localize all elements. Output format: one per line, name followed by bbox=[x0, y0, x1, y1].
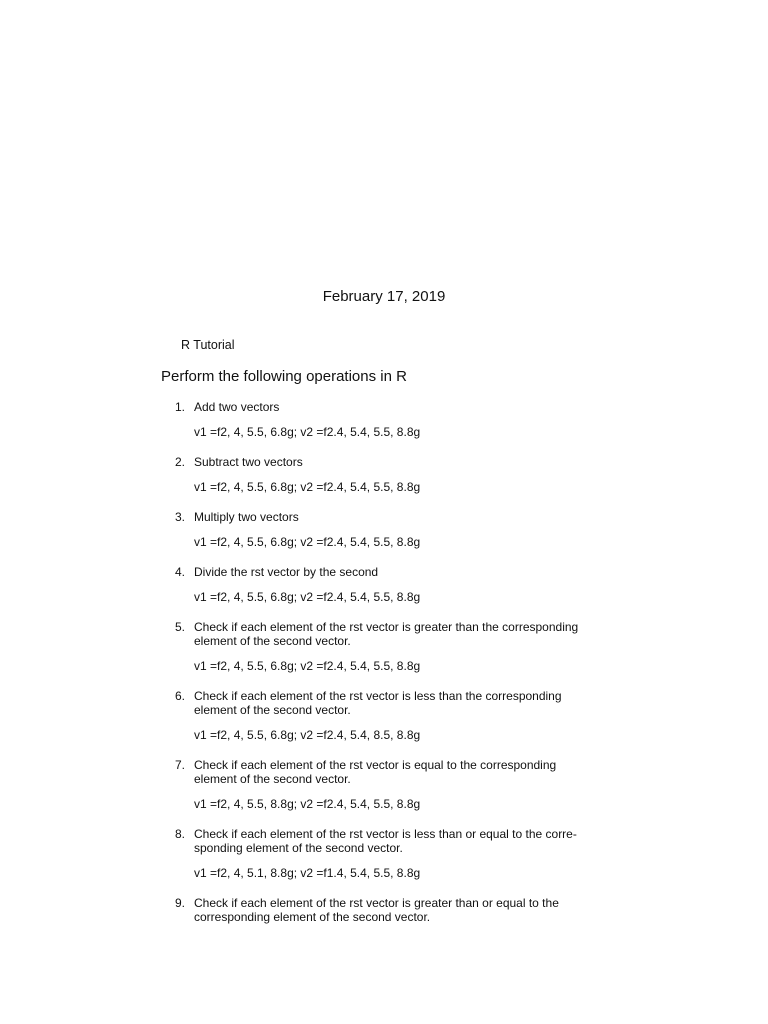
task-vectors: v1 =f2, 4, 5.5, 6.8g; v2 =f2.4, 5.4, 8.5, 8.8g bbox=[194, 728, 421, 742]
section-heading: Perform the following operations in R bbox=[161, 368, 407, 385]
task-vectors: v1 =f2, 4, 5.1, 8.8g; v2 =f1.4, 5.4, 5.5, 8.8g bbox=[194, 866, 421, 880]
task-text: Add two vectors bbox=[194, 400, 280, 414]
task-item bbox=[0, 455, 768, 494]
task-number: 9. bbox=[175, 896, 186, 910]
task-item bbox=[0, 565, 768, 604]
task-vectors: v1 =f2, 4, 5.5, 8.8g; v2 =f2.4, 5.4, 5.5, 8.8g bbox=[194, 797, 421, 811]
task-text: Check if each element of the rst vector is less than or equal to the corre-sponding element of the second vector. bbox=[194, 827, 577, 855]
task-number: 5. bbox=[175, 620, 186, 634]
task-text: Check if each element of the rst vector is greater than or equal to the corresponding element of the second vector. bbox=[194, 896, 559, 924]
task-vectors: v1 =f2, 4, 5.5, 6.8g; v2 =f2.4, 5.4, 5.5, 8.8g bbox=[194, 590, 421, 604]
document-subtitle: R Tutorial bbox=[181, 338, 235, 352]
task-vectors: v1 =f2, 4, 5.5, 6.8g; v2 =f2.4, 5.4, 5.5, 8.8g bbox=[194, 425, 421, 439]
task-item bbox=[0, 400, 768, 439]
task-item bbox=[0, 510, 768, 549]
task-item bbox=[0, 620, 768, 673]
task-item bbox=[0, 896, 768, 924]
task-vectors: v1 =f2, 4, 5.5, 6.8g; v2 =f2.4, 5.4, 5.5, 8.8g bbox=[194, 480, 421, 494]
task-number: 8. bbox=[175, 827, 186, 841]
task-text: Divide the rst vector by the second bbox=[194, 565, 379, 579]
task-number: 3. bbox=[175, 510, 186, 524]
task-number: 2. bbox=[175, 455, 186, 469]
task-item bbox=[0, 827, 768, 880]
task-text: Multiply two vectors bbox=[194, 510, 299, 524]
task-item bbox=[0, 689, 768, 742]
task-number: 4. bbox=[175, 565, 186, 579]
task-number: 1. bbox=[175, 400, 186, 414]
task-vectors: v1 =f2, 4, 5.5, 6.8g; v2 =f2.4, 5.4, 5.5, 8.8g bbox=[194, 659, 421, 673]
task-text: Check if each element of the rst vector is less than the corresponding element of the second vector. bbox=[194, 689, 562, 717]
task-text: Check if each element of the rst vector is equal to the corresponding element of the second vector. bbox=[194, 758, 557, 786]
task-number: 7. bbox=[175, 758, 186, 772]
task-item bbox=[0, 758, 768, 811]
task-text: Subtract two vectors bbox=[194, 455, 303, 469]
document-date: February 17, 2019 bbox=[322, 288, 446, 305]
task-number: 6. bbox=[175, 689, 186, 703]
task-vectors: v1 =f2, 4, 5.5, 6.8g; v2 =f2.4, 5.4, 5.5, 8.8g bbox=[194, 535, 421, 549]
task-text: Check if each element of the rst vector is greater than the corresponding element of the second vector. bbox=[194, 620, 579, 648]
task-list bbox=[0, 400, 768, 940]
